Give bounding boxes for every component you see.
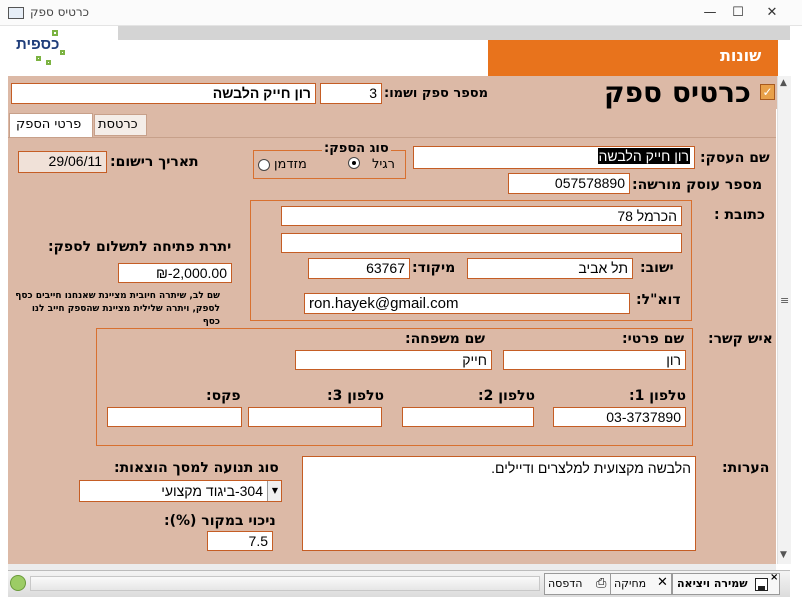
tab-underline (8, 137, 776, 138)
licensed-dealer-field[interactable]: 057578890 (508, 173, 630, 194)
balance-note: שם לב, שיתרה חיובית מציינת שאנחנו חייבים כסף לספק, ויתרה שלילית מציינת שהספק חייב לנו כסף (15, 291, 220, 327)
withholding-field[interactable]: 7.5 (207, 531, 273, 551)
first-name-field[interactable]: רון (503, 350, 686, 370)
phone2-label: טלפון 2: (478, 388, 536, 404)
small-x-icon: × (770, 572, 779, 583)
tab-ledger[interactable] (94, 114, 147, 136)
scroll-grip-icon[interactable]: ≡ (780, 294, 790, 307)
fax-label: פקס: (206, 388, 241, 404)
radio-regular-label: רגיל (372, 157, 395, 172)
print-button[interactable] (544, 573, 616, 595)
fax-field[interactable] (107, 407, 242, 427)
address-line2-field[interactable] (281, 233, 682, 253)
title-bar (0, 0, 802, 26)
close-x-icon: ✕ (657, 575, 668, 590)
bottom-toolbar (8, 570, 790, 597)
scroll-up-icon[interactable]: ▲ (780, 78, 787, 88)
status-icon (10, 575, 26, 591)
logo-dot-icon (36, 56, 41, 61)
phone3-field[interactable] (248, 407, 382, 427)
city-field[interactable]: תל אביב (467, 258, 633, 279)
phone1-field[interactable]: 03-3737890 (553, 407, 686, 427)
movement-type-value: 304-ביגוד מקצועי (161, 483, 263, 499)
supplier-name-field[interactable]: רון חייק הלבשה (11, 83, 316, 104)
last-name-label: שם משפחה: (405, 331, 486, 347)
supplier-number-field[interactable]: 3 (320, 83, 382, 104)
window-icon (8, 7, 24, 19)
delete-button[interactable] (610, 573, 672, 595)
notes-field[interactable]: הלבשה מקצועית למלצרים ודיילים. (302, 456, 696, 551)
printer-icon: ⎙ (596, 576, 607, 591)
disk-label-icon (758, 586, 765, 590)
tab-supplier-details[interactable] (9, 113, 93, 138)
tab-label: כרטסת (98, 117, 138, 132)
business-name-field[interactable] (413, 146, 695, 169)
movement-type-label: סוג תנועה למסך הוצאות: (114, 460, 279, 476)
supplier-number-label: מספר ספק ושמו: (384, 86, 489, 101)
close-button[interactable]: ✕ (766, 5, 778, 20)
last-name-field[interactable]: חייק (295, 350, 492, 370)
logo (12, 28, 82, 72)
gray-band (118, 26, 790, 40)
phone3-label: טלפון 3: (327, 388, 385, 404)
logo-text: כספית (16, 36, 60, 53)
header-band (8, 26, 790, 76)
phone1-label: טלפון 1: (629, 388, 687, 404)
registration-date-label: תאריך רישום: (110, 154, 199, 170)
zip-label: מיקוד: (412, 260, 456, 276)
window-title: כרטיס ספק (30, 5, 89, 19)
email-field[interactable]: ron.hayek@gmail.com (304, 293, 630, 314)
maximize-button[interactable]: ☐ (732, 5, 744, 20)
withholding-label: ניכוי במקור (%): (164, 513, 276, 529)
contact-person-label: איש קשר: (708, 331, 773, 347)
first-name-label: שם פרטי: (622, 331, 685, 347)
registration-date-field[interactable]: 29/06/11 (18, 151, 107, 173)
licensed-dealer-label: מספר עוסק מורשה: (632, 177, 763, 193)
opening-balance-field[interactable]: ₪-2,000.00 (118, 263, 232, 283)
radio-occasional-icon[interactable] (258, 159, 270, 171)
phone2-field[interactable] (402, 407, 534, 427)
radio-dot-icon (352, 161, 356, 165)
tab-other-label[interactable]: שונות (720, 46, 762, 65)
business-name-label: שם העסק: (700, 150, 770, 166)
zip-field[interactable]: 63767 (308, 258, 410, 279)
opening-balance-label: יתרת פתיחה לתשלום לספק: (48, 239, 232, 255)
radio-occasional-label: מזדמן (274, 157, 307, 172)
logo-dots-icon (52, 30, 58, 36)
notes-label: הערות: (722, 460, 770, 476)
contact-group (96, 328, 693, 446)
minimize-button[interactable]: — (703, 5, 717, 20)
supplier-type-label: סוג הספק: (324, 141, 389, 156)
email-label: דוא"ל: (636, 292, 681, 308)
tab-label: פרטי הספק (16, 117, 82, 132)
logo-dot-icon (46, 60, 51, 65)
business-name-value: רון חייק הלבשה (598, 148, 689, 164)
delete-label: מחיקה (614, 577, 647, 590)
save-disk-icon (755, 578, 768, 591)
city-label: ישוב: (640, 260, 674, 276)
address-line1-field[interactable]: הכרמל 78 (281, 206, 682, 226)
save-exit-label: שמירה ויציאה (677, 577, 748, 590)
address-label: כתובת : (714, 207, 765, 223)
checkbox-icon[interactable]: ✓ (760, 84, 775, 100)
movement-type-select[interactable] (79, 480, 282, 502)
save-exit-button[interactable] (672, 573, 780, 595)
form-title: כרטיס ספק (604, 76, 751, 109)
radio-regular-icon[interactable] (348, 157, 360, 169)
vertical-scrollbar[interactable] (777, 76, 791, 564)
chevron-down-icon[interactable]: ▼ (267, 481, 282, 501)
scroll-down-icon[interactable]: ▼ (780, 550, 787, 560)
toolbar-progress (30, 576, 540, 591)
print-label: הדפסה (548, 577, 583, 590)
logo-dot-icon (60, 50, 65, 55)
